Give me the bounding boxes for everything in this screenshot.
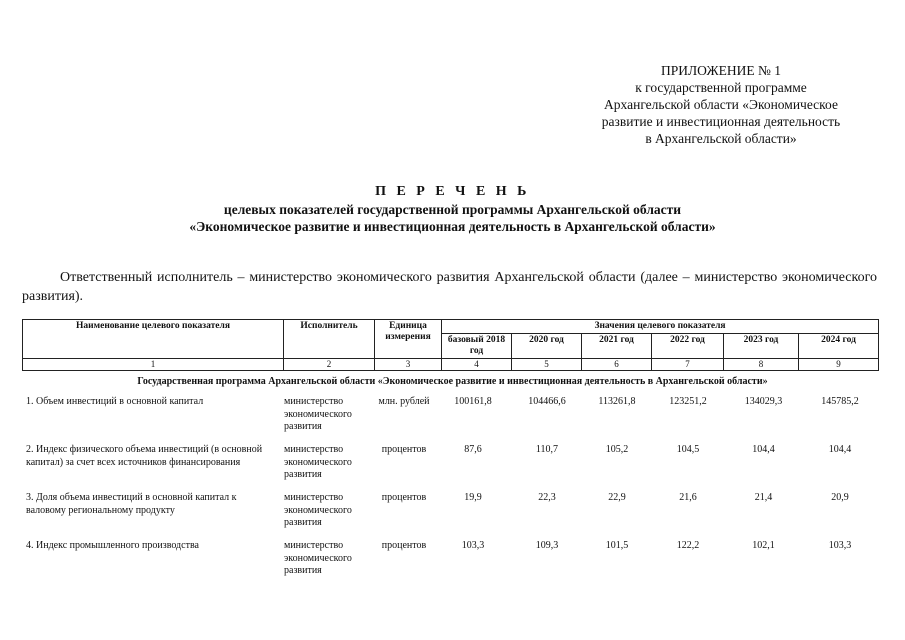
value-cell: 113261,8 bbox=[598, 396, 636, 407]
document-subtitle: «Экономическое развитие и инвестиционная деятельность в Архангельской области» bbox=[189, 219, 716, 234]
indicator-name: 4. Индекс промышленного производства bbox=[26, 540, 199, 551]
column-number: 4 bbox=[442, 359, 512, 371]
column-number: 5 bbox=[512, 359, 582, 371]
value-cell: 104466,6 bbox=[528, 396, 566, 407]
appendix-line: Архангельской области «Экономическое bbox=[604, 97, 838, 112]
value-cell: 123251,2 bbox=[669, 396, 707, 407]
indicator-name: 1. Объем инвестиций в основной капитал bbox=[26, 396, 204, 407]
indicator-executor: министерство экономического развития bbox=[284, 540, 352, 576]
appendix-line: развитие и инвестиционная деятельность bbox=[601, 114, 841, 129]
header-year: 2024 год bbox=[799, 334, 879, 359]
value-cell: 104,5 bbox=[676, 444, 700, 455]
column-number: 9 bbox=[799, 359, 879, 371]
value-cell: 100161,8 bbox=[454, 396, 492, 407]
table-row bbox=[22, 492, 878, 540]
value-cell: 87,6 bbox=[464, 444, 482, 455]
column-number: 3 bbox=[375, 359, 442, 371]
header-values: Значения целевого показателя bbox=[442, 320, 879, 334]
column-number: 8 bbox=[724, 359, 799, 371]
value-cell: 110,7 bbox=[535, 444, 559, 455]
indicator-executor: министерство экономического развития bbox=[284, 492, 352, 528]
document-title: П Е Р Е Ч Е Н Ь bbox=[375, 184, 530, 199]
value-cell: 104,4 bbox=[752, 444, 775, 455]
document-heading bbox=[0, 183, 905, 235]
column-number: 6 bbox=[582, 359, 652, 371]
header-unit: Единица измерения bbox=[375, 320, 442, 359]
value-cell: 103,3 bbox=[461, 540, 485, 551]
table-row bbox=[22, 540, 878, 588]
indicator-unit: процентов bbox=[381, 540, 427, 551]
header-year: 2022 год bbox=[652, 334, 724, 359]
header-name: Наименование целевого показателя bbox=[23, 320, 284, 359]
column-number: 7 bbox=[652, 359, 724, 371]
header-year: 2020 год bbox=[512, 334, 582, 359]
indicator-unit: процентов bbox=[381, 444, 427, 455]
intro-paragraph: Ответственный исполнитель – министерство экономического развития Архангельской области (далее – министерство экономического развития). bbox=[22, 270, 877, 304]
value-cell: 19,9 bbox=[464, 492, 482, 503]
value-cell: 22,9 bbox=[608, 492, 626, 503]
value-cell: 20,9 bbox=[831, 492, 849, 503]
indicator-executor: министерство экономического развития bbox=[284, 396, 352, 432]
value-cell: 145785,2 bbox=[821, 396, 859, 407]
document-subtitle: целевых показателей государственной программы Архангельской области bbox=[223, 202, 682, 217]
appendix-block bbox=[571, 62, 871, 147]
appendix-title: ПРИЛОЖЕНИЕ № 1 bbox=[660, 63, 782, 78]
header-year: 2021 год bbox=[582, 334, 652, 359]
value-cell: 21,4 bbox=[754, 492, 773, 503]
table-row bbox=[22, 444, 878, 492]
value-cell: 102,1 bbox=[752, 540, 775, 551]
appendix-line: к государственной программе bbox=[635, 80, 807, 95]
value-cell: 21,6 bbox=[679, 492, 697, 503]
section-title: Государственная программа Архангельской области «Экономическое развитие и инвестиционная деятельность в Архангельской области» bbox=[137, 376, 768, 387]
value-cell: 22,3 bbox=[538, 492, 556, 503]
value-cell: 134029,3 bbox=[744, 396, 783, 407]
value-cell: 122,2 bbox=[676, 540, 700, 551]
table-row bbox=[22, 396, 878, 444]
value-cell: 103,3 bbox=[828, 540, 852, 551]
header-year: базовый 2018 год bbox=[442, 334, 512, 359]
column-number: 1 bbox=[23, 359, 284, 371]
value-cell: 105,2 bbox=[605, 444, 629, 455]
indicators-table-header bbox=[22, 319, 879, 371]
header-year: 2023 год bbox=[724, 334, 799, 359]
indicator-unit: процентов bbox=[381, 492, 427, 503]
header-executor: Исполнитель bbox=[284, 320, 375, 359]
indicator-name: 3. Доля объема инвестиций в основной капитал к валовому региональному продукту bbox=[26, 492, 237, 516]
column-number: 2 bbox=[284, 359, 375, 371]
indicator-name: 2. Индекс физического объема инвестиций (в основной капитал) за счет всех источников финансирования bbox=[26, 444, 263, 468]
indicators-rows bbox=[22, 396, 878, 588]
value-cell: 104,4 bbox=[828, 444, 852, 455]
value-cell: 101,5 bbox=[605, 540, 629, 551]
indicator-executor: министерство экономического развития bbox=[284, 444, 352, 480]
value-cell: 109,3 bbox=[535, 540, 559, 551]
indicator-unit: млн. рублей bbox=[378, 396, 430, 407]
appendix-line: в Архангельской области» bbox=[645, 131, 797, 146]
